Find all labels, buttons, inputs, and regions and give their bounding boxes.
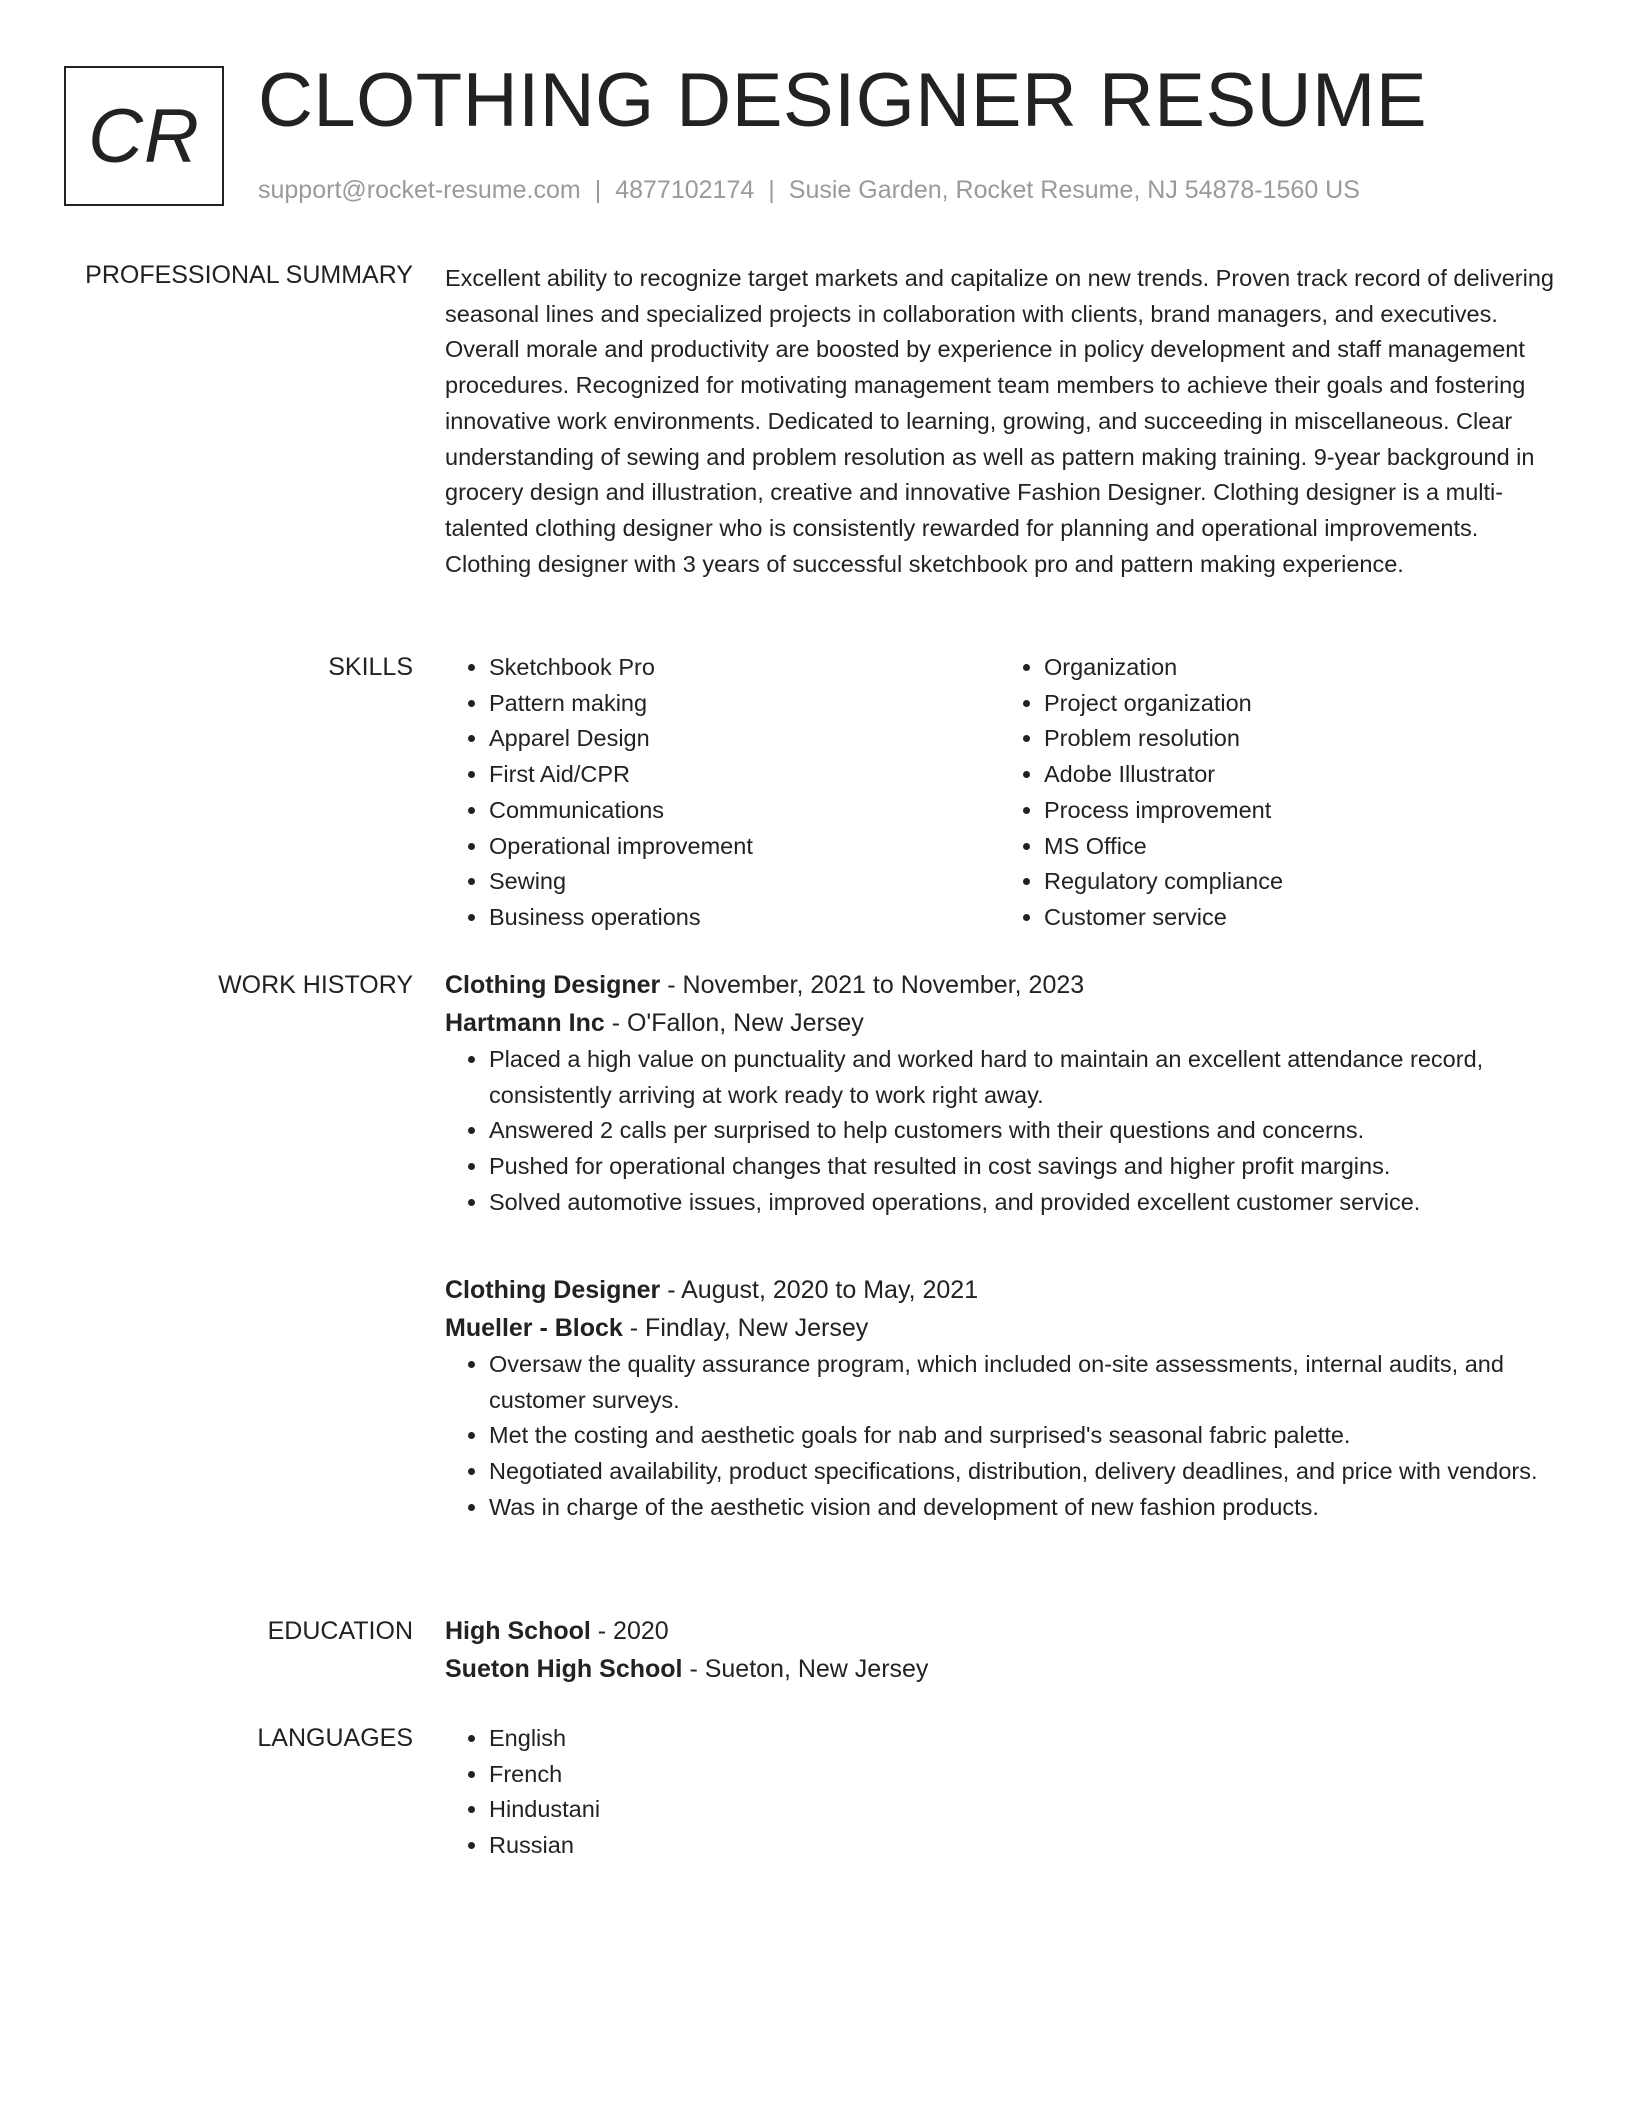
- language-item: • French: [489, 1757, 1560, 1793]
- section-label-work: WORK HISTORY: [218, 971, 413, 999]
- job-title-line: [445, 1271, 1560, 1309]
- skill-item: • Adobe Illustrator: [1044, 757, 1555, 793]
- contact-address: Susie Garden, Rocket Resume, NJ 54878-1560 US: [788, 176, 1360, 204]
- education-degree: High School: [445, 1617, 591, 1645]
- job-duty: • Oversaw the quality assurance program, which included on-site assessments, internal audits, and customer surveys.: [489, 1347, 1560, 1418]
- skill-item: • Operational improvement: [489, 829, 1000, 865]
- job-location: - O'Fallon, New Jersey: [604, 1009, 864, 1037]
- education-school: Sueton High School: [445, 1655, 683, 1683]
- skill-item: • Apparel Design: [489, 721, 1000, 757]
- job-company-line: [445, 1309, 1560, 1347]
- language-item: • Hindustani: [489, 1792, 1560, 1828]
- skills-columns: [445, 650, 1555, 936]
- job-duty: • Solved automotive issues, improved operations, and provided excellent customer service.: [489, 1185, 1560, 1221]
- section-label-education: EDUCATION: [267, 1617, 413, 1645]
- summary-text: Excellent ability to recognize target markets and capitalize on new trends. Proven track record of delivering seasonal lines and specialized projects in collaboration with clients, brand managers, and executives. Overall morale and productivity are boosted by experience in policy development and staff management procedures. Recognized for motivating management team members to achieve their goals and fostering innovative work environments. Dedicated to learning, growing, and succeeding in miscellaneous. Clear understanding of sewing and problem resolution as well as pattern making training. 9-year background in grocery design and illustration, creative and innovative Fashion Designer. Clothing designer is a multi-talented clothing designer who is consistently rewarded for planning and operational improvements. Clothing designer with 3 years of successful sketchbook pro and pattern making experience.: [445, 265, 1554, 577]
- job-company: Mueller - Block: [445, 1314, 623, 1342]
- skill-item: • MS Office: [1044, 829, 1555, 865]
- skill-item: • Customer service: [1044, 900, 1555, 936]
- job-duty: • Met the costing and aesthetic goals for nab and surprised's seasonal fabric palette.: [489, 1418, 1560, 1454]
- contact-phone[interactable]: 4877102174: [615, 176, 755, 204]
- education-location: - Sueton, New Jersey: [682, 1655, 929, 1683]
- education-body: [445, 1612, 1560, 1688]
- contact-line: [258, 174, 1360, 206]
- section-label-languages: LANGUAGES: [257, 1724, 413, 1752]
- job-duty: • Pushed for operational changes that resulted in cost savings and higher profit margins.: [489, 1149, 1560, 1185]
- job-duties: [445, 1347, 1560, 1526]
- education-year: - 2020: [590, 1617, 669, 1645]
- job-duties: [445, 1042, 1560, 1221]
- skills-body: [445, 650, 1560, 936]
- section-label-skills: SKILLS: [328, 653, 413, 681]
- job-company: Hartmann Inc: [445, 1009, 605, 1037]
- contact-separator: |: [594, 176, 602, 204]
- skill-item: • Problem resolution: [1044, 721, 1555, 757]
- job-entry: [445, 1271, 1560, 1526]
- language-item: • English: [489, 1721, 1560, 1757]
- contact-email[interactable]: support@rocket-resume.com: [258, 176, 581, 204]
- skill-item: • Sewing: [489, 864, 1000, 900]
- job-duty: • Placed a high value on punctuality and worked hard to maintain an excellent attendance record, consistently arriving at work ready to work right away.: [489, 1042, 1560, 1113]
- skill-item: • Business operations: [489, 900, 1000, 936]
- languages-list: [445, 1721, 1560, 1864]
- job-company-line: [445, 1004, 1560, 1042]
- job-entry: [445, 966, 1560, 1221]
- resume-title: CLOTHING DESIGNER RESUME: [258, 58, 1428, 143]
- job-duty: • Answered 2 calls per surprised to help customers with their questions and concerns.: [489, 1113, 1560, 1149]
- skill-item: • Project organization: [1044, 686, 1555, 722]
- job-title: Clothing Designer: [445, 1276, 661, 1304]
- monogram-box: [64, 66, 224, 206]
- skill-item: • First Aid/CPR: [489, 757, 1000, 793]
- job-title-line: [445, 966, 1560, 1004]
- skill-item: • Process improvement: [1044, 793, 1555, 829]
- skill-item: • Sketchbook Pro: [489, 650, 1000, 686]
- languages-body: [445, 1721, 1560, 1864]
- skill-item: • Organization: [1044, 650, 1555, 686]
- summary-body: [445, 261, 1560, 582]
- language-item: • Russian: [489, 1828, 1560, 1864]
- section-label-summary: PROFESSIONAL SUMMARY: [85, 261, 413, 289]
- job-dates: - November, 2021 to November, 2023: [660, 971, 1085, 999]
- job-title: Clothing Designer: [445, 971, 661, 999]
- education-school-line: [445, 1650, 1560, 1688]
- skill-item: • Communications: [489, 793, 1000, 829]
- skills-list-right: [1000, 650, 1555, 936]
- skill-item: • Regulatory compliance: [1044, 864, 1555, 900]
- work-body: [445, 966, 1560, 1520]
- skill-item: • Pattern making: [489, 686, 1000, 722]
- job-duty: • Was in charge of the aesthetic vision and development of new fashion products.: [489, 1490, 1560, 1526]
- contact-separator: |: [768, 176, 775, 204]
- education-degree-line: [445, 1612, 1560, 1650]
- skills-list-left: [445, 650, 1000, 936]
- job-location: - Findlay, New Jersey: [622, 1314, 869, 1342]
- monogram-initials: CR: [88, 93, 200, 179]
- job-duty: • Negotiated availability, product specifications, distribution, delivery deadlines, and price with vendors.: [489, 1454, 1560, 1490]
- job-dates: - August, 2020 to May, 2021: [660, 1276, 979, 1304]
